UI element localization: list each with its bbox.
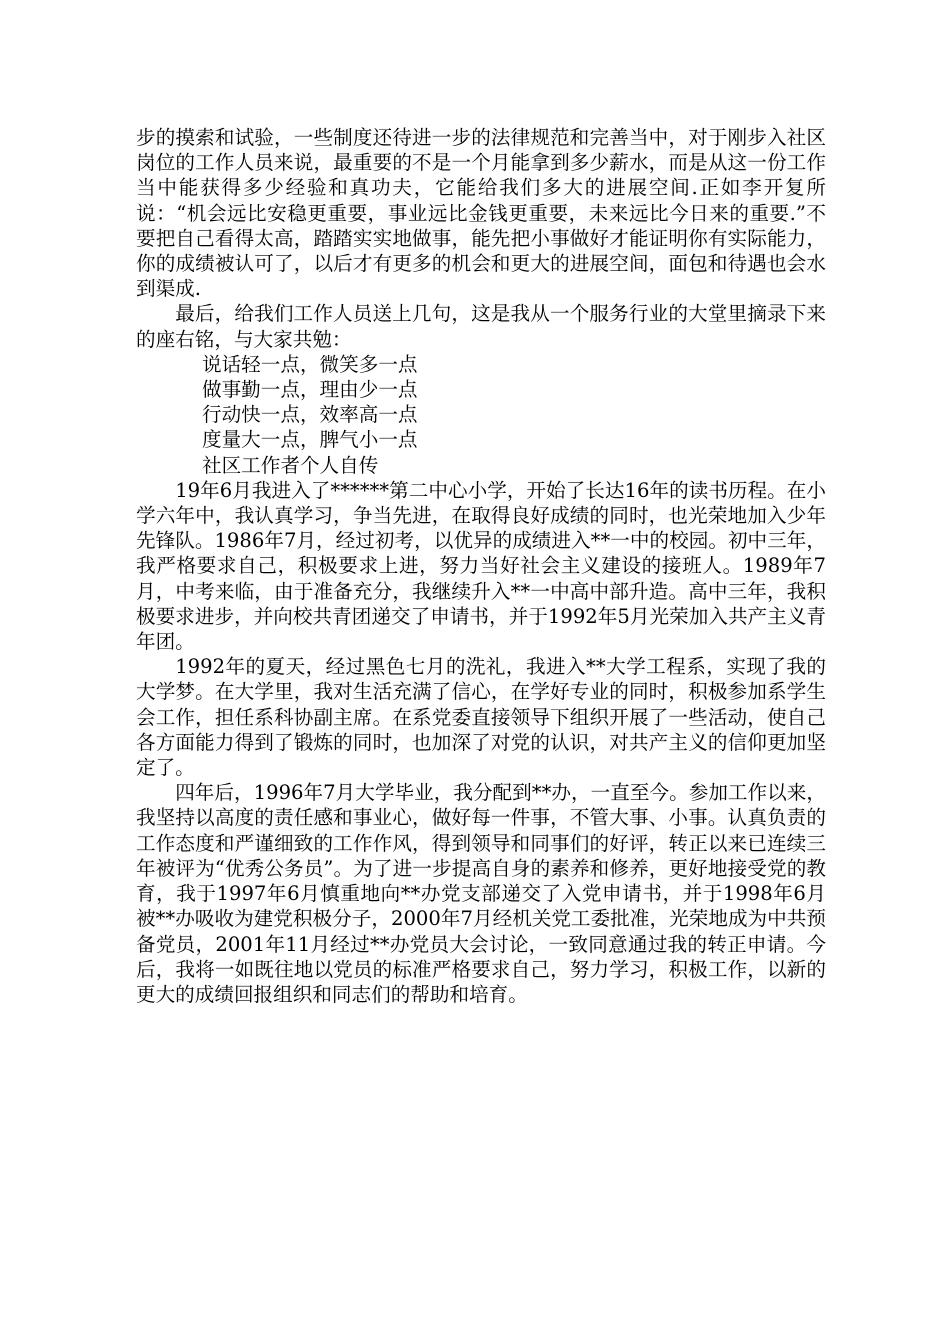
paragraph-closing-words: 最后，给我们工作人员送上几句，这是我从一个服务行业的大堂里摘录下来的座右铭，与大家共勉：	[136, 302, 826, 351]
paragraph-university: 1992年的夏天，经过黑色七月的洗礼，我进入**大学工程系，实现了我的大学梦。在大学里，我对生活充满了信心，在学好专业的同时，积极参加系学生会工作，担任系科协副主席。在系党委直接领导下组织开展了一些活动，使自己各方面能力得到了锻炼的同时，也加深了对党的认识，对共产主义的信仰更加坚定了。	[136, 655, 826, 780]
paragraph-school-years: 19年6月我进入了******第二中心小学，开始了长达16年的读书历程。在小学六年中，我认真学习，争当先进，在取得良好成绩的同时，也光荣地加入少年先锋队。1986年7月，经过初考，以优异的成绩进入**一中的校园。初中三年，我严格要求自己，积极要求上进，努力当好社会主义建设的接班人。1989年7月，中考来临，由于准备充分，我继续升入**一中高中部升造。高中三年，我积极要求进步，并向校共青团递交了申请书，并于1992年5月光荣加入共产主义青年团。	[136, 478, 826, 654]
motto-line: 做事勤一点，理由少一点	[202, 378, 418, 402]
document-body	[136, 125, 826, 1007]
paragraph-career-advice: 步的摸索和试验，一些制度还待进一步的法律规范和完善当中，对于刚步入社区岗位的工作人员来说，最重要的不是一个月能拿到多少薪水，而是从这一份工作当中能获得多少经验和真功夫，它能给我们多大的进展空间.正如李开复所说：“机会远比安稳更重要，事业远比金钱更重要，未来远比今日来的重要.”不要把自己看得太高，踏踏实实地做事，能先把小事做好才能证明你有实际能力，你的成绩被认可了，以后才有更多的机会和更大的进展空间，面包和待遇也会水到渠成.	[136, 126, 826, 301]
motto-line: 说话轻一点，微笑多一点	[202, 352, 418, 376]
paragraph-work-career: 四年后，1996年7月大学毕业，我分配到**办，一直至今。参加工作以来，我坚持以高度的责任感和事业心，做好每一件事，不管大事、小事。认真负责的工作态度和严谨细致的工作作风，得到领导和同事们的好评，转正以来已连续三年被评为“优秀公务员”。为了进一步提高自身的素养和修养，更好地接受党的教育，我于1997年6月慎重地向**办党支部递交了入党申请书，并于1998年6月被**办吸收为建党积极分子，2000年7月经机关党工委批准，光荣地成为中共预备党员，2001年11月经过**办党员大会讨论，一致同意通过我的转正申请。今后，我将一如既往地以党员的标准严格要求自己，努力学习，积极工作，以新的更大的成绩回报组织和同志们的帮助和培育。	[136, 781, 826, 1006]
section-title: 社区工作者个人自传	[202, 453, 379, 477]
motto-line: 度量大一点，脾气小一点	[202, 428, 418, 452]
motto-line: 行动快一点，效率高一点	[202, 403, 418, 427]
